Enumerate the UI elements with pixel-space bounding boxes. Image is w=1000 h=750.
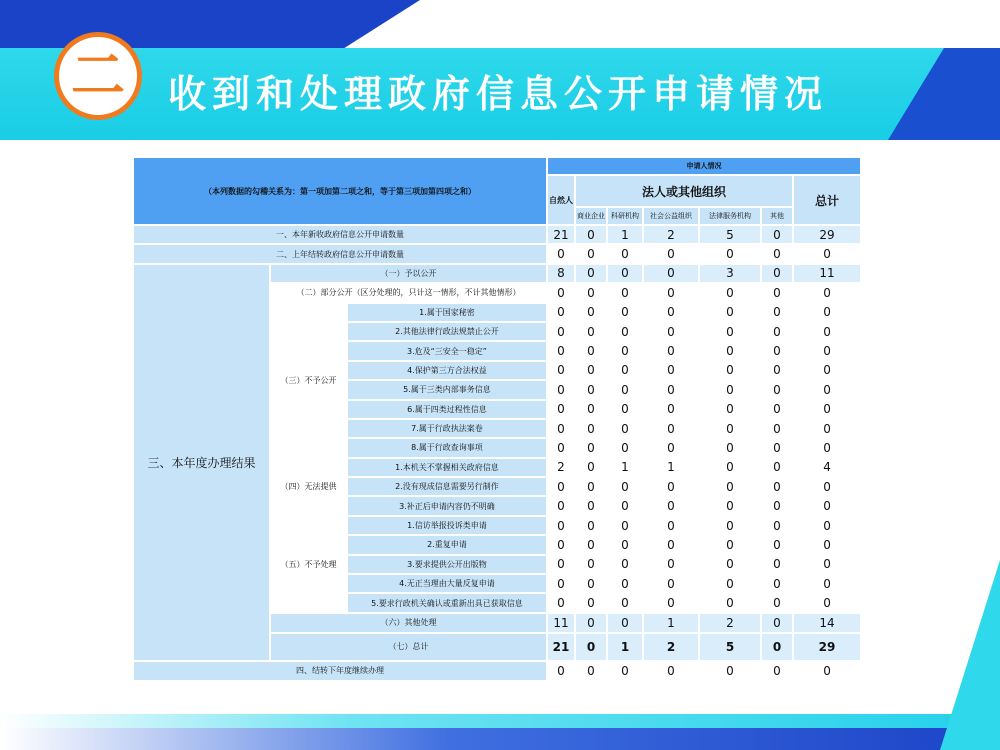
value-cell: 1 <box>643 458 699 477</box>
value-cell: 0 <box>793 438 861 457</box>
value-cell: 0 <box>547 419 575 438</box>
value-cell: 0 <box>643 535 699 554</box>
value-cell: 0 <box>643 400 699 419</box>
value-cell: 1 <box>607 458 643 477</box>
sub-row-label: 4.无正当理由大量反复申请 <box>347 574 547 593</box>
value-cell: 0 <box>575 661 607 681</box>
value-cell: 0 <box>547 438 575 457</box>
value-cell: 0 <box>607 555 643 574</box>
value-cell: 0 <box>547 400 575 419</box>
value-cell: 0 <box>575 458 607 477</box>
subcol-other: 其他 <box>761 207 793 225</box>
value-cell: 29 <box>793 225 861 244</box>
value-cell: 0 <box>699 574 761 593</box>
group-label: （五）不予处理 <box>270 516 347 613</box>
applicant-header: 申请人情况 <box>547 157 861 175</box>
value-cell: 0 <box>793 555 861 574</box>
section3-label: 三、本年度办理结果 <box>133 264 270 661</box>
group-label: （四）无法提供 <box>270 458 347 516</box>
table-row <box>133 264 861 283</box>
value-cell: 0 <box>575 341 607 360</box>
value-cell: 0 <box>699 477 761 496</box>
value-cell: 0 <box>699 400 761 419</box>
value-cell: 0 <box>761 244 793 263</box>
value-cell: 0 <box>793 496 861 515</box>
value-cell: 0 <box>575 264 607 283</box>
value-cell: 0 <box>761 613 793 633</box>
value-cell: 0 <box>643 593 699 612</box>
value-cell: 0 <box>699 244 761 263</box>
row-label: 二、上年结转政府信息公开申请数量 <box>133 244 547 263</box>
row-label: 一、本年新收政府信息公开申请数量 <box>133 225 547 244</box>
value-cell: 0 <box>761 516 793 535</box>
value-cell: 0 <box>761 225 793 244</box>
footer-navy-band <box>0 728 1000 750</box>
value-cell: 0 <box>643 555 699 574</box>
sub-row-label: 3.要求提供公开出版物 <box>347 555 547 574</box>
value-cell: 5 <box>699 225 761 244</box>
sub-row-label: 4.保护第三方合法权益 <box>347 361 547 380</box>
value-cell: 2 <box>699 613 761 633</box>
value-cell: 0 <box>699 361 761 380</box>
total-header: 总计 <box>793 175 861 225</box>
value-cell: 0 <box>699 322 761 341</box>
value-cell: 0 <box>793 322 861 341</box>
value-cell: 0 <box>761 477 793 496</box>
value-cell: 0 <box>547 283 575 302</box>
value-cell: 0 <box>761 400 793 419</box>
value-cell: 1 <box>643 613 699 633</box>
value-cell: 0 <box>793 516 861 535</box>
value-cell: 0 <box>547 574 575 593</box>
value-cell: 0 <box>575 516 607 535</box>
value-cell: 0 <box>607 419 643 438</box>
value-cell: 0 <box>547 341 575 360</box>
value-cell: 2 <box>643 225 699 244</box>
value-cell: 0 <box>699 458 761 477</box>
value-cell: 0 <box>761 458 793 477</box>
value-cell: 0 <box>761 555 793 574</box>
value-cell: 0 <box>761 574 793 593</box>
value-cell: 0 <box>643 264 699 283</box>
subcol-legal-service: 法律服务机构 <box>699 207 761 225</box>
table-row <box>133 225 861 244</box>
value-cell: 0 <box>699 496 761 515</box>
value-cell: 8 <box>547 264 575 283</box>
group-label: （三）不予公开 <box>270 303 347 458</box>
value-cell: 0 <box>793 341 861 360</box>
table-row <box>133 661 861 681</box>
sub-row-label: 2.没有现成信息需要另行制作 <box>347 477 547 496</box>
value-cell: 0 <box>761 380 793 399</box>
value-cell: 0 <box>793 574 861 593</box>
value-cell: 0 <box>575 555 607 574</box>
value-cell: 0 <box>607 361 643 380</box>
value-cell: 0 <box>607 516 643 535</box>
row-label: （六）其他处理 <box>270 613 547 633</box>
value-cell: 0 <box>575 477 607 496</box>
value-cell: 0 <box>575 400 607 419</box>
value-cell: 0 <box>575 633 607 661</box>
value-cell: 0 <box>607 303 643 322</box>
legal-org-header: 法人或其他组织 <box>575 175 793 207</box>
value-cell: 0 <box>643 516 699 535</box>
subcol-research: 科研机构 <box>607 207 643 225</box>
value-cell: 0 <box>643 303 699 322</box>
sub-row-label: 8.属于行政查询事项 <box>347 438 547 457</box>
value-cell: 0 <box>575 613 607 633</box>
value-cell: 0 <box>793 361 861 380</box>
value-cell: 0 <box>793 477 861 496</box>
sub-row-label: 2.其他法律行政法规禁止公开 <box>347 322 547 341</box>
value-cell: 0 <box>575 496 607 515</box>
value-cell: 0 <box>699 380 761 399</box>
value-cell: 0 <box>793 535 861 554</box>
value-cell: 1 <box>607 633 643 661</box>
footer-corner-accent <box>940 560 1000 750</box>
value-cell: 0 <box>607 661 643 681</box>
sub-row-label: 3.补正后申请内容仍不明确 <box>347 496 547 515</box>
value-cell: 0 <box>699 535 761 554</box>
info-request-table <box>132 156 862 682</box>
value-cell: 0 <box>699 661 761 681</box>
value-cell: 0 <box>761 283 793 302</box>
value-cell: 0 <box>643 283 699 302</box>
value-cell: 0 <box>607 477 643 496</box>
value-cell: 0 <box>643 322 699 341</box>
natural-person-header: 自然人 <box>547 175 575 225</box>
row-label: 四、结转下年度继续办理 <box>133 661 547 681</box>
value-cell: 1 <box>607 225 643 244</box>
value-cell: 0 <box>575 419 607 438</box>
value-cell: 0 <box>547 593 575 612</box>
value-cell: 0 <box>547 555 575 574</box>
value-cell: 2 <box>547 458 575 477</box>
value-cell: 3 <box>699 264 761 283</box>
row-label: （二）部分公开（区分处理的，只计这一情形，不计其他情形） <box>270 283 547 302</box>
value-cell: 0 <box>607 535 643 554</box>
value-cell: 0 <box>761 661 793 681</box>
value-cell: 0 <box>699 303 761 322</box>
section-number-badge: 二 <box>54 32 142 120</box>
value-cell: 0 <box>547 661 575 681</box>
value-cell: 0 <box>643 419 699 438</box>
value-cell: 0 <box>793 283 861 302</box>
value-cell: 0 <box>761 593 793 612</box>
value-cell: 29 <box>793 633 861 661</box>
sub-row-label: 3.危及“三安全一稳定” <box>347 341 547 360</box>
value-cell: 0 <box>699 438 761 457</box>
value-cell: 0 <box>607 380 643 399</box>
top-left-note: （本列数据的勾稽关系为：第一项加第二项之和，等于第三项加第四项之和） <box>133 157 547 225</box>
value-cell: 0 <box>643 341 699 360</box>
value-cell: 0 <box>607 341 643 360</box>
value-cell: 11 <box>547 613 575 633</box>
value-cell: 0 <box>575 225 607 244</box>
value-cell: 11 <box>793 264 861 283</box>
value-cell: 0 <box>699 555 761 574</box>
value-cell: 0 <box>699 516 761 535</box>
value-cell: 0 <box>761 361 793 380</box>
value-cell: 0 <box>699 283 761 302</box>
value-cell: 0 <box>547 380 575 399</box>
value-cell: 0 <box>643 661 699 681</box>
value-cell: 0 <box>793 244 861 263</box>
value-cell: 0 <box>607 438 643 457</box>
value-cell: 0 <box>547 303 575 322</box>
value-cell: 0 <box>575 380 607 399</box>
value-cell: 0 <box>607 574 643 593</box>
value-cell: 0 <box>575 593 607 612</box>
value-cell: 0 <box>793 303 861 322</box>
value-cell: 0 <box>607 283 643 302</box>
subcol-public-welfare: 社会公益组织 <box>643 207 699 225</box>
sub-row-label: 5.要求行政机关确认或重新出具已获取信息 <box>347 593 547 612</box>
row-label: （一）予以公开 <box>270 264 547 283</box>
value-cell: 0 <box>575 361 607 380</box>
value-cell: 0 <box>643 477 699 496</box>
value-cell: 0 <box>547 244 575 263</box>
value-cell: 0 <box>699 593 761 612</box>
row-label: （七）总计 <box>270 633 547 661</box>
table-row <box>133 244 861 263</box>
sub-row-label: 6.属于四类过程性信息 <box>347 400 547 419</box>
value-cell: 0 <box>761 264 793 283</box>
value-cell: 0 <box>761 438 793 457</box>
value-cell: 0 <box>761 496 793 515</box>
value-cell: 0 <box>547 477 575 496</box>
value-cell: 0 <box>761 322 793 341</box>
value-cell: 0 <box>575 535 607 554</box>
value-cell: 0 <box>607 496 643 515</box>
sub-row-label: 1.信访举报投诉类申请 <box>347 516 547 535</box>
value-cell: 0 <box>575 438 607 457</box>
value-cell: 0 <box>547 496 575 515</box>
value-cell: 0 <box>793 661 861 681</box>
value-cell: 0 <box>793 380 861 399</box>
value-cell: 0 <box>575 303 607 322</box>
value-cell: 0 <box>643 244 699 263</box>
value-cell: 0 <box>761 341 793 360</box>
value-cell: 21 <box>547 633 575 661</box>
value-cell: 0 <box>793 400 861 419</box>
value-cell: 0 <box>643 361 699 380</box>
sub-row-label: 7.属于行政执法案卷 <box>347 419 547 438</box>
value-cell: 21 <box>547 225 575 244</box>
value-cell: 0 <box>575 244 607 263</box>
subcol-business: 商业企业 <box>575 207 607 225</box>
sub-row-label: 5.属于三类内部事务信息 <box>347 380 547 399</box>
sub-row-label: 2.重复申请 <box>347 535 547 554</box>
value-cell: 0 <box>575 322 607 341</box>
value-cell: 0 <box>607 322 643 341</box>
value-cell: 0 <box>547 516 575 535</box>
value-cell: 0 <box>547 535 575 554</box>
value-cell: 0 <box>699 341 761 360</box>
value-cell: 0 <box>761 419 793 438</box>
value-cell: 0 <box>643 380 699 399</box>
value-cell: 0 <box>643 574 699 593</box>
value-cell: 0 <box>607 244 643 263</box>
value-cell: 0 <box>761 633 793 661</box>
value-cell: 0 <box>761 535 793 554</box>
value-cell: 0 <box>793 593 861 612</box>
value-cell: 0 <box>793 419 861 438</box>
value-cell: 14 <box>793 613 861 633</box>
value-cell: 0 <box>607 593 643 612</box>
value-cell: 0 <box>761 303 793 322</box>
value-cell: 0 <box>699 419 761 438</box>
sub-row-label: 1.属于国家秘密 <box>347 303 547 322</box>
value-cell: 0 <box>607 264 643 283</box>
value-cell: 2 <box>643 633 699 661</box>
value-cell: 0 <box>575 283 607 302</box>
value-cell: 4 <box>793 458 861 477</box>
value-cell: 0 <box>643 496 699 515</box>
value-cell: 0 <box>547 322 575 341</box>
value-cell: 0 <box>547 361 575 380</box>
page-title: 收到和处理政府信息公开申请情况 <box>168 71 829 116</box>
value-cell: 0 <box>607 400 643 419</box>
value-cell: 0 <box>607 613 643 633</box>
value-cell: 0 <box>643 438 699 457</box>
value-cell: 5 <box>699 633 761 661</box>
sub-row-label: 1.本机关不掌握相关政府信息 <box>347 458 547 477</box>
value-cell: 0 <box>575 574 607 593</box>
header-navy-band <box>0 0 420 48</box>
